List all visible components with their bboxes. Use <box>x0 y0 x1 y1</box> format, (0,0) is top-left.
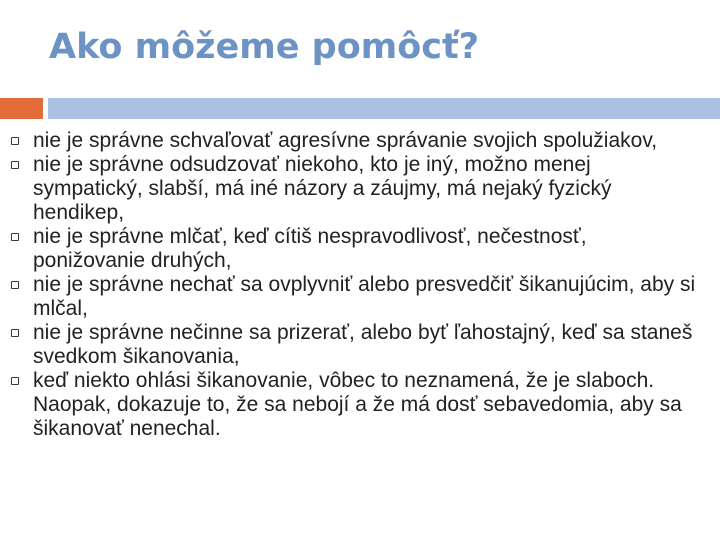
bullet-item <box>0 129 720 153</box>
bullet-text: nie je správne schvaľovať agresívne správanie svojich spolužiakov, <box>33 129 658 152</box>
square-bullet-icon <box>11 137 19 145</box>
bullet-text: nie je správne odsudzovať niekoho, kto je iný, možno menej sympatický, slabší, má iné názory a záujmy, má nejaký fyzický hendikep, <box>33 153 612 224</box>
accent-bar <box>0 98 43 119</box>
square-bullet-icon <box>11 377 19 385</box>
square-bullet-icon <box>11 281 19 289</box>
bullet-item <box>0 273 720 321</box>
bullet-item <box>0 369 720 441</box>
bullet-item <box>0 321 720 369</box>
bullet-text: nie je správne mlčať, keď cítiš nespravodlivosť, nečestnosť, ponižovanie druhých, <box>33 225 587 272</box>
square-bullet-icon <box>11 233 19 241</box>
bullet-item <box>0 225 720 273</box>
bullet-item <box>0 153 720 225</box>
title-rule <box>48 98 720 119</box>
slide-title: Ako môžeme pomôcť? <box>49 27 480 67</box>
square-bullet-icon <box>11 161 19 169</box>
bullet-text: nie je správne nečinne sa prizerať, alebo byť ľahostajný, keď sa staneš svedkom šikanovania, <box>33 321 693 368</box>
bullet-text: nie je správne nechať sa ovplyvniť alebo presvedčiť šikanujúcim, aby si mlčal, <box>33 273 696 320</box>
square-bullet-icon <box>11 329 19 337</box>
bullet-list <box>0 129 720 441</box>
bullet-text: keď niekto ohlási šikanovanie, vôbec to neznamená, že je slaboch. Naopak, dokazuje to, že sa nebojí a že má dosť sebavedomia, aby sa šikanovať nenechal. <box>33 369 682 440</box>
